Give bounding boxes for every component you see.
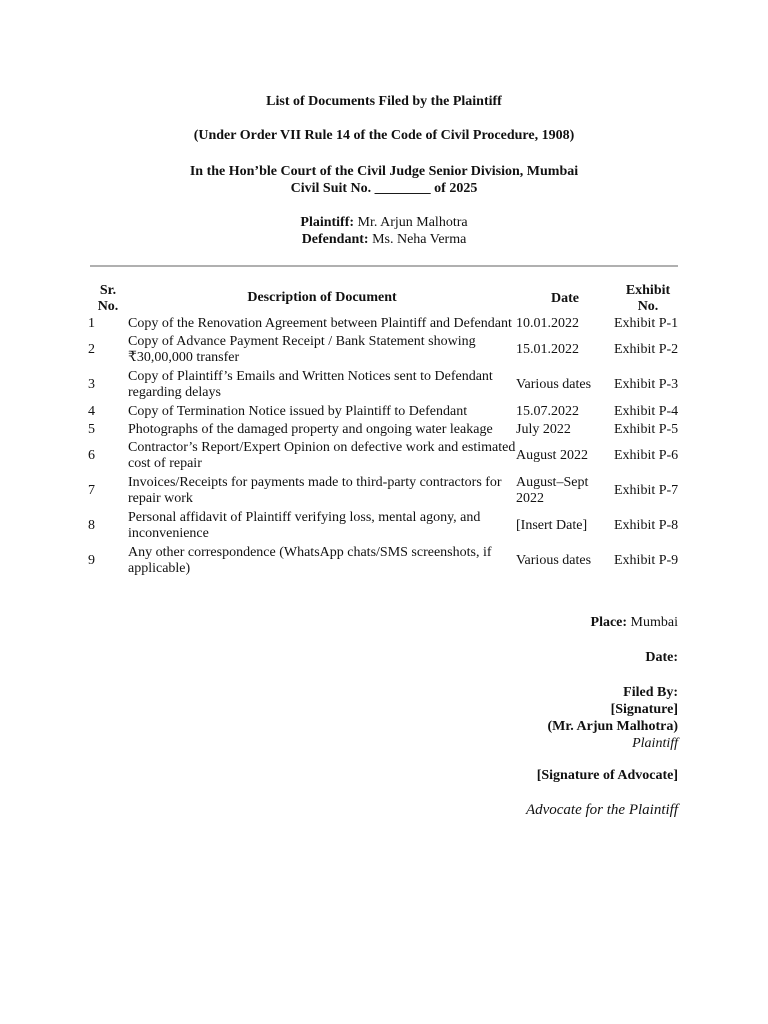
- defendant-label: Defendant:: [301, 232, 369, 247]
- table-row: [88, 509, 682, 544]
- row-date: August–Sept 2022: [516, 475, 589, 506]
- row-description: Photographs of the damaged property and ongoing water leakage: [128, 421, 493, 437]
- table-row: [88, 439, 682, 474]
- table-header-row: [88, 283, 682, 315]
- table-row: [88, 474, 682, 509]
- row-sr: 4: [88, 403, 95, 419]
- filed-by-block: [547, 684, 678, 752]
- date-line: Date:: [645, 650, 678, 665]
- row-exhibit: Exhibit P-8: [614, 518, 679, 533]
- table-row: [88, 403, 682, 421]
- row-exhibit: Exhibit P-6: [614, 448, 679, 463]
- row-sr: 6: [88, 448, 95, 463]
- advocate-signature-placeholder: [Signature of Advocate]: [536, 768, 678, 783]
- plaintiff-line: [0, 214, 768, 231]
- table-row: [88, 315, 682, 333]
- signer-role: Plaintiff: [632, 736, 678, 751]
- row-description: Contractor’s Report/Expert Opinion on defective work and estimated cost of repair: [128, 440, 516, 471]
- filed-by-label: Filed By:: [623, 685, 678, 700]
- row-exhibit: Exhibit P-4: [614, 403, 679, 419]
- advocate-role: Advocate for the Plaintiff: [525, 802, 678, 818]
- header-sr-no: [88, 283, 128, 315]
- row-sr: 3: [88, 377, 95, 392]
- header-sr-line1: Sr.: [99, 283, 117, 298]
- row-date: 15.01.2022: [516, 342, 579, 357]
- row-sr: 5: [88, 421, 95, 437]
- row-date: 10.01.2022: [516, 315, 579, 331]
- documents-table: [88, 283, 682, 579]
- table-row: [88, 333, 682, 368]
- row-description: Copy of Advance Payment Receipt / Bank Statement showing ₹30,00,000 transfer: [128, 334, 476, 365]
- row-exhibit: Exhibit P-3: [614, 377, 679, 392]
- place-value: Mumbai: [627, 615, 678, 630]
- row-description: Any other correspondence (WhatsApp chats/SMS screenshots, if applicable): [128, 545, 492, 576]
- table-row: [88, 421, 682, 439]
- plaintiff-name: Mr. Arjun Malhotra: [354, 215, 468, 230]
- header-exhibit-no: [614, 283, 682, 315]
- place-line: [591, 615, 678, 631]
- document-title: List of Documents Filed by the Plaintiff: [266, 94, 502, 109]
- table-row: [88, 368, 682, 403]
- table-row: [88, 544, 682, 579]
- signer-name: (Mr. Arjun Malhotra): [547, 719, 678, 734]
- parties-block: [0, 214, 768, 248]
- row-description: Copy of the Renovation Agreement between Plaintiff and Defendant: [128, 315, 512, 331]
- row-exhibit: Exhibit P-9: [614, 553, 679, 568]
- header-date: Date: [551, 291, 579, 306]
- row-exhibit: Exhibit P-5: [614, 421, 679, 437]
- suit-number: Civil Suit No. ________ of 2025: [290, 181, 478, 196]
- court-heading: [0, 163, 768, 197]
- header-description: Description of Document: [247, 290, 397, 305]
- row-date: 15.07.2022: [516, 403, 579, 419]
- header-exhibit-line1: Exhibit: [625, 283, 671, 298]
- row-sr: 2: [88, 342, 95, 357]
- place-label: Place:: [590, 615, 628, 630]
- row-description: Personal affidavit of Plaintiff verifying loss, mental agony, and inconvenience: [128, 510, 481, 541]
- row-date: July 2022: [516, 421, 571, 437]
- header-sr-line2: No.: [97, 299, 119, 314]
- horizontal-divider: [90, 265, 678, 267]
- row-date: Various dates: [516, 377, 592, 392]
- row-sr: 1: [88, 315, 95, 331]
- row-date: August 2022: [516, 448, 588, 463]
- row-description: Copy of Termination Notice issued by Plaintiff to Defendant: [128, 403, 468, 419]
- row-exhibit: Exhibit P-2: [614, 342, 679, 357]
- row-description: Copy of Plaintiff’s Emails and Written Notices sent to Defendant regarding delays: [128, 369, 493, 400]
- signature-placeholder: [Signature]: [610, 702, 678, 717]
- row-description: Invoices/Receipts for payments made to third-party contractors for repair work: [128, 475, 502, 506]
- document-subtitle: (Under Order VII Rule 14 of the Code of Civil Procedure, 1908): [193, 128, 575, 143]
- row-exhibit: Exhibit P-7: [614, 483, 679, 498]
- defendant-line: [0, 231, 768, 248]
- row-date: [Insert Date]: [516, 518, 588, 533]
- court-name: In the Hon’ble Court of the Civil Judge Senior Division, Mumbai: [189, 164, 579, 179]
- row-sr: 7: [88, 483, 95, 498]
- header-exhibit-line2: No.: [637, 299, 659, 314]
- row-exhibit: Exhibit P-1: [614, 315, 679, 331]
- row-sr: 9: [88, 553, 95, 568]
- row-date: Various dates: [516, 553, 592, 568]
- row-sr: 8: [88, 518, 95, 533]
- plaintiff-label: Plaintiff:: [300, 215, 355, 230]
- defendant-name: Ms. Neha Verma: [368, 232, 467, 247]
